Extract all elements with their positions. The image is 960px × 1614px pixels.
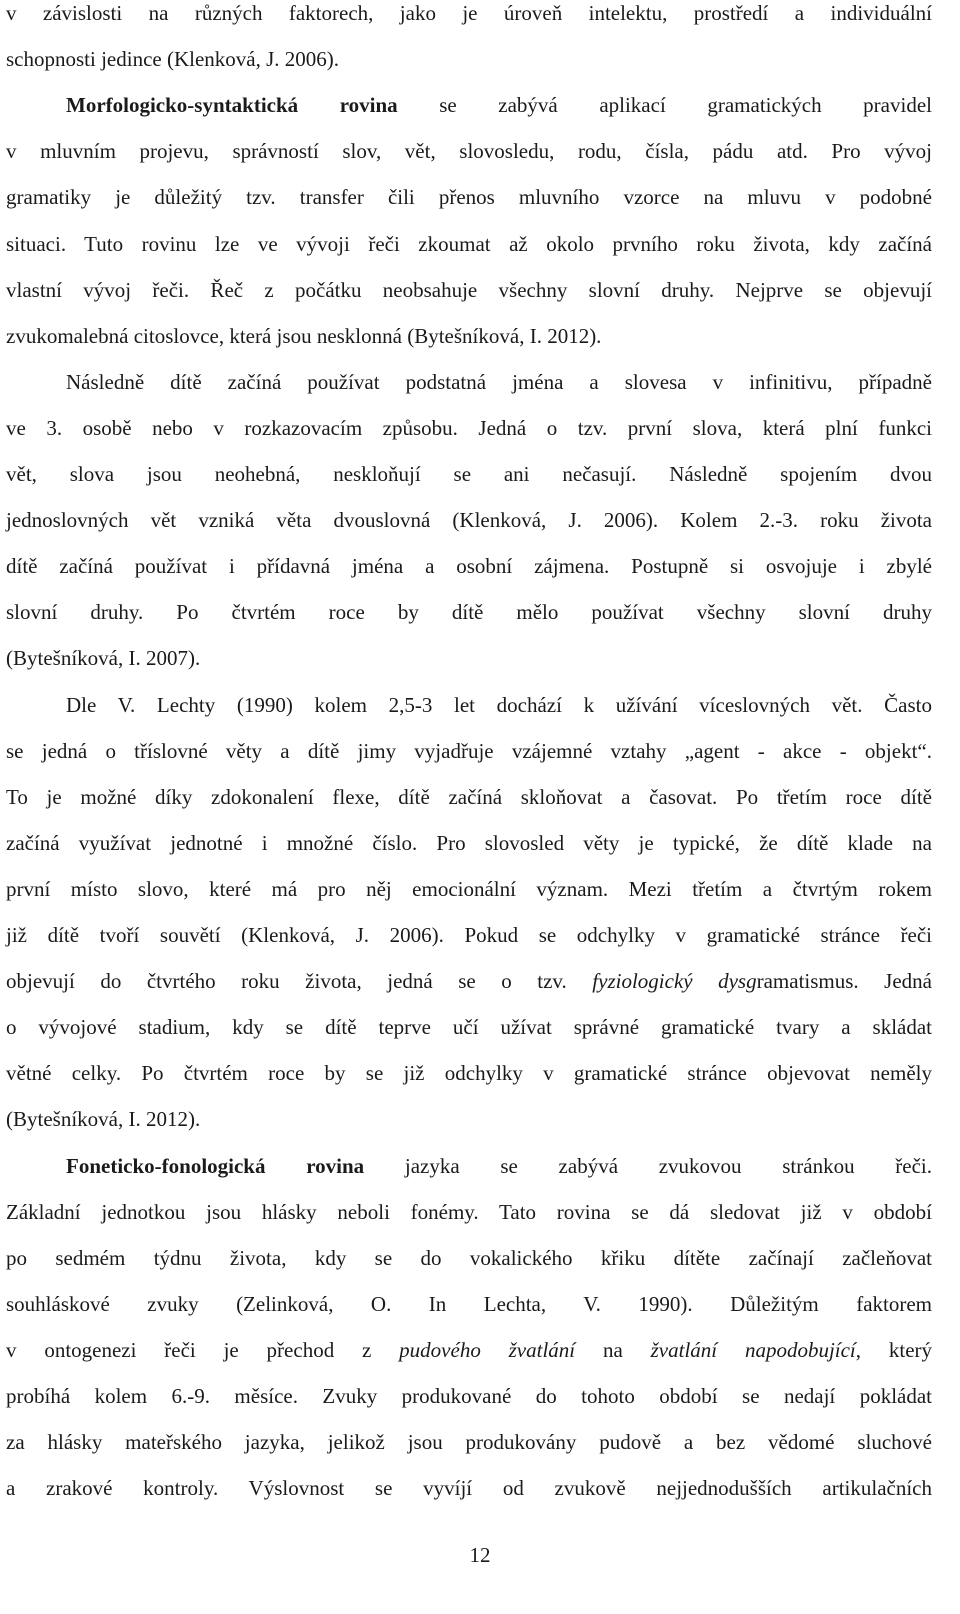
text-segment: za hlásky mateřského jazyka, jelikož jsou produkovány pudově a bez vědomé sluchové bbox=[6, 1430, 932, 1455]
text-line bbox=[6, 876, 932, 902]
text-segment: ramatismus. Jedná bbox=[756, 969, 932, 994]
text-segment: Následně dítě začíná používat podstatná jména a slovesa v infinitivu, případně bbox=[66, 369, 932, 394]
text-segment: na bbox=[575, 1337, 651, 1362]
text-line bbox=[6, 461, 932, 487]
text-line bbox=[6, 645, 932, 671]
text-segment: gramatiky je důležitý tzv. transfer čili přenos mluvního vzorce na mluvu v podobné bbox=[6, 185, 932, 210]
text-line bbox=[6, 507, 932, 533]
text-segment: větné celky. Po čtvrtém roce by se již odchylky v gramatické stránce objevovat neměly bbox=[6, 1061, 932, 1086]
text-line bbox=[6, 599, 932, 625]
italic-term: fyziologický dysg bbox=[592, 969, 757, 994]
text-line bbox=[6, 184, 932, 210]
text-line bbox=[6, 231, 932, 257]
text-segment: vlastní vývoj řeči. Řeč z počátku neobsahuje všechny slovní druhy. Nejprve se objevují bbox=[6, 277, 932, 302]
text-segment: v závislosti na různých faktorech, jako je úroveň intelektu, prostředí a individuální bbox=[6, 1, 932, 25]
text-line bbox=[6, 1245, 932, 1271]
text-segment: začíná využívat jednotné i množné číslo. Pro slovosled věty je typické, že dítě klade na bbox=[6, 830, 932, 855]
text-line bbox=[66, 1153, 932, 1179]
text-line bbox=[6, 1060, 932, 1086]
text-line bbox=[6, 1199, 932, 1225]
text-segment: , který bbox=[855, 1337, 933, 1362]
text-line bbox=[6, 1383, 932, 1409]
text-line bbox=[6, 784, 932, 810]
text-segment: v ontogenezi řeči je přechod z bbox=[6, 1337, 400, 1362]
text-line bbox=[6, 553, 932, 579]
text-line bbox=[6, 738, 932, 764]
text-line bbox=[6, 0, 932, 26]
text-segment: první místo slovo, které má pro něj emocionální význam. Mezi třetím a čtvrtým rokem bbox=[6, 876, 932, 901]
text-segment: Dle V. Lechty (1990) kolem 2,5-3 let dochází k užívání víceslovných vět. Často bbox=[66, 692, 932, 717]
text-segment: o vývojové stadium, kdy se dítě teprve učí užívat správné gramatické tvary a skládat bbox=[6, 1015, 932, 1040]
bold-term: Morfologicko-syntaktická rovina bbox=[66, 93, 398, 118]
text-segment: a zrakové kontroly. Výslovnost se vyvíjí od zvukově nejjednodušších artikulačních bbox=[6, 1476, 932, 1501]
text-line bbox=[6, 138, 932, 164]
text-segment: ve 3. osobě nebo v rozkazovacím způsobu. Jedná o tzv. první slova, která plní funkci bbox=[6, 415, 932, 440]
text-segment: (Bytešníková, I. 2012). bbox=[6, 1107, 201, 1132]
text-line bbox=[6, 277, 932, 303]
bold-term: Foneticko-fonologická rovina bbox=[66, 1153, 365, 1178]
text-segment: se jedná o tříslovné věty a dítě jimy vyjadřuje vzájemné vztahy „agent - akce - objekt“. bbox=[6, 738, 932, 763]
text-line bbox=[6, 922, 932, 948]
text-line bbox=[66, 369, 932, 395]
text-line bbox=[6, 1337, 932, 1363]
text-line bbox=[6, 1106, 932, 1132]
italic-term: žvatlání napodobující bbox=[650, 1337, 856, 1362]
text-segment: dítě začíná používat i přídavná jména a osobní zájmena. Postupně si osvojuje i zbylé bbox=[6, 554, 932, 579]
text-segment: (Bytešníková, I. 2007). bbox=[6, 646, 201, 671]
text-segment: se zabývá aplikací gramatických pravidel bbox=[397, 93, 932, 118]
text-segment: situaci. Tuto rovinu lze ve vývoji řeči zkoumat až okolo prvního roku života, kdy začíná bbox=[6, 231, 932, 256]
text-segment: jazyka se zabývá zvukovou stránkou řeči. bbox=[364, 1153, 932, 1178]
text-segment: jednoslovných vět vzniká věta dvouslovná (Klenková, J. 2006). Kolem 2.-3. roku života bbox=[6, 508, 932, 533]
text-line bbox=[6, 1475, 932, 1501]
text-line bbox=[6, 830, 932, 856]
text-segment: zvukomalebná citoslovce, která jsou nesklonná (Bytešníková, I. 2012). bbox=[6, 323, 602, 348]
text-line bbox=[6, 1291, 932, 1317]
text-line bbox=[6, 968, 932, 994]
text-segment: v mluvním projevu, správností slov, vět, slovosledu, rodu, čísla, pádu atd. Pro vývoj bbox=[6, 139, 932, 164]
text-line bbox=[6, 1014, 932, 1040]
text-segment: po sedmém týdnu života, kdy se do vokalického křiku dítěte začínají začleňovat bbox=[6, 1245, 932, 1270]
text-line bbox=[6, 415, 932, 441]
text-line bbox=[6, 323, 932, 349]
text-segment: To je možné díky zdokonalení flexe, dítě začíná skloňovat a časovat. Po třetím roce dítě bbox=[6, 784, 932, 809]
text-segment: Základní jednotkou jsou hlásky neboli fonémy. Tato rovina se dá sledovat již v období bbox=[6, 1199, 932, 1224]
text-segment: již dítě tvoří souvětí (Klenková, J. 2006). Pokud se odchylky v gramatické stránce řeči bbox=[6, 923, 932, 947]
text-line bbox=[66, 92, 932, 118]
text-segment: objevují do čtvrtého roku života, jedná se o tzv. bbox=[6, 969, 593, 994]
text-segment: souhláskové zvuky (Zelinková, O. In Lechta, V. 1990). Důležitým faktorem bbox=[6, 1291, 932, 1316]
text-segment: vět, slova jsou neohebná, neskloňují se ani nečasují. Následně spojením dvou bbox=[6, 462, 932, 486]
page-number: 12 bbox=[469, 1543, 491, 1567]
text-line bbox=[6, 1429, 932, 1455]
text-segment: schopnosti jedince (Klenková, J. 2006). bbox=[6, 47, 340, 72]
text-segment: slovní druhy. Po čtvrtém roce by dítě mělo používat všechny slovní druhy bbox=[6, 600, 932, 625]
text-segment: probíhá kolem 6.-9. měsíce. Zvuky produkované do tohoto období se nedají pokládat bbox=[6, 1384, 932, 1408]
italic-term: pudového žvatlání bbox=[399, 1337, 576, 1362]
text-line bbox=[6, 46, 932, 72]
text-line bbox=[66, 692, 932, 718]
